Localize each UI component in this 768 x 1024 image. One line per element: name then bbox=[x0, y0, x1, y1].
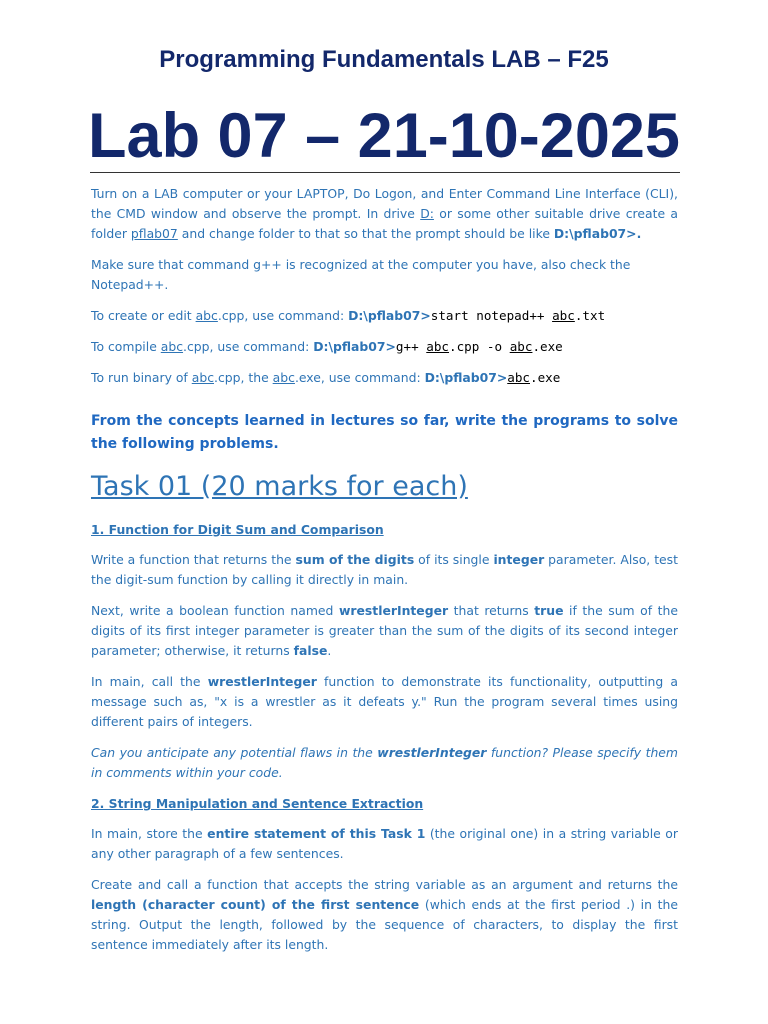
intro-paragraph-edit: To create or edit abc.cpp, use command: D:\pflab07>start notepad++ abc.txt bbox=[91, 308, 606, 323]
prompt-text: D:\pflab07> bbox=[424, 370, 508, 385]
section-2-paragraph-2: Create and call a function that accepts the string variable as an argument and returns the length (character count) of the first sentence (which ends at the first period .) in the string. Output the length, followed by the sequence of characters, to display the first sentence immediately after its length. bbox=[91, 877, 679, 952]
section-2-paragraph-1: In main, store the entire statement of this Task 1 (the original one) in a string variable or any other paragraph of a few sentences. bbox=[91, 826, 678, 861]
intro-paragraph-cli: Turn on a LAB computer or your LAPTOP, Do Logon, and Enter Command Line Interface (CLI), the CMD window and observe the prompt. In drive D: or some other suitable drive create a folder pflab07 and change folder to that so that the prompt should be like D:\pflab07>. bbox=[91, 186, 678, 241]
section-1-paragraph-1: Write a function that returns the sum of the digits of its single integer parameter. Also, test the digit-sum function by calling it directly in main. bbox=[91, 552, 678, 587]
intro-paragraph-gpp: Make sure that command g++ is recognized at the computer you have, also check the Notepad++. bbox=[91, 257, 631, 292]
section-1-title: 1. Function for Digit Sum and Comparison bbox=[91, 522, 384, 537]
intro-paragraph-run: To run binary of abc.cpp, the abc.exe, use command: D:\pflab07>abc.exe bbox=[91, 370, 561, 385]
instructions-note: From the concepts learned in lectures so far, write the programs to solve the following problems. bbox=[91, 413, 678, 452]
prompt-text: D:\pflab07> bbox=[553, 226, 637, 241]
section-1-paragraph-2: Next, write a boolean function named wrestlerInteger that returns true if the sum of the digits of its first integer parameter is greater than the sum of the digits of its second integer parameter; otherwise, it returns false. bbox=[91, 603, 678, 658]
prompt-text: D:\pflab07> bbox=[313, 339, 396, 354]
lab-title: Lab 07 – 21-10-2025 bbox=[88, 101, 680, 171]
drive-link: D: bbox=[420, 206, 434, 221]
command-text: g++ abc.cpp -o abc.exe bbox=[395, 339, 563, 354]
prompt-text: D:\pflab07> bbox=[348, 308, 431, 323]
task-heading: Task 01 (20 marks for each) bbox=[91, 471, 468, 502]
section-2-title: 2. String Manipulation and Sentence Extraction bbox=[91, 796, 424, 811]
course-title: Programming Fundamentals LAB – F25 bbox=[159, 46, 609, 73]
command-text: start notepad++ abc.txt bbox=[430, 308, 606, 323]
title-divider bbox=[90, 172, 680, 173]
command-text: abc.exe bbox=[507, 370, 561, 385]
folder-name: pflab07 bbox=[130, 226, 178, 241]
section-1-paragraph-3: In main, call the wrestlerInteger function to demonstrate its functionality, outputting a message such as, "x is a wrestler as it defeats y." Run the program several times using different pairs of integers. bbox=[91, 674, 678, 729]
section-1-paragraph-4: Can you anticipate any potential flaws in the wrestlerInteger function? Please specify them in comments within your code. bbox=[91, 745, 678, 780]
document-body bbox=[91, 184, 678, 966]
intro-paragraph-compile: To compile abc.cpp, use command: D:\pflab07>g++ abc.cpp -o abc.exe bbox=[91, 339, 563, 354]
